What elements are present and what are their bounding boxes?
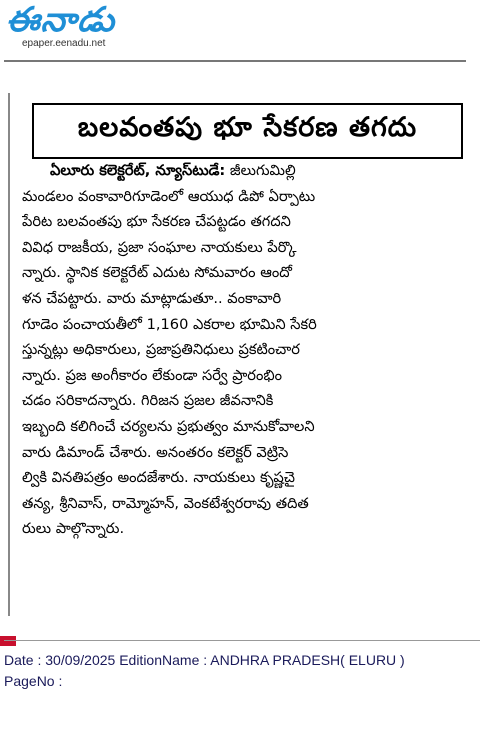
article-line: మండలం వంకావారిగూడెంలో ఆయుధ డిపో ఏర్పాటు bbox=[22, 187, 316, 205]
masthead bbox=[0, 0, 500, 66]
article-line: న్నారు. స్థానిక కలెక్టరేట్ ఎదుట సోమవారం ఆందో bbox=[22, 264, 292, 282]
article-dateline: ఏలూరు కలెక్టరేట్, న్యూస్‌టుడే: bbox=[50, 162, 226, 179]
edition-info bbox=[4, 650, 405, 692]
article-body bbox=[50, 158, 466, 184]
article-line: చడం సరికాదన్నారు. గిరిజన ప్రజల జీవనానికి bbox=[22, 392, 274, 410]
article-line: వివిధ రాజకీయ, ప్రజా సంఘాల నాయకులు పేర్కొ bbox=[22, 238, 297, 256]
article-line: ళన చేపట్టారు. వారు మాట్లాడుతూ.. వంకావారి bbox=[22, 289, 282, 307]
footer-divider bbox=[4, 640, 480, 641]
article-line: రులు పాల్గొన్నారు. bbox=[22, 520, 125, 538]
article-line: వారు డిమాండ్ చేశారు. అనంతరం కలెక్టర్ వెట్రిసె bbox=[22, 443, 289, 461]
article-headline: బలవంతపు భూ సేకరణ తగదు bbox=[32, 103, 463, 159]
article-body-continued bbox=[22, 184, 470, 542]
article-line-text: జీలుగుమిల్లి bbox=[229, 162, 296, 179]
article-line: తన్య, శ్రీనివాస్, రామ్మోహన్, వెంకటేశ్వరరావు తదిత bbox=[22, 494, 309, 512]
page-marker bbox=[0, 636, 16, 646]
article-line: న్నారు. ప్రజ అంగీకారం లేకుండా సర్వే ప్రారంభిం bbox=[22, 366, 283, 384]
article-line bbox=[50, 158, 466, 184]
eenadu-logo: ఈనాడు bbox=[6, 0, 116, 40]
article-line: స్తున్నట్లు అధికారులు, ప్రజాప్రతినిధులు ప్రకటించార bbox=[22, 341, 300, 359]
epaper-url: epaper.eenadu.net bbox=[22, 38, 106, 49]
article-line: ల్వికి వినతిపత్రం అందజేశారు. నాయకులు కృష్ణచై bbox=[22, 469, 295, 487]
edition-date-line: Date : 30/09/2025 EditionName : ANDHRA PRADESH( ELURU ) bbox=[4, 652, 405, 668]
page-number-line: PageNo : bbox=[4, 673, 63, 689]
article-line: ఇబ్బంది కలిగించే చర్యలను ప్రభుత్వం మానుకోవాలని bbox=[22, 417, 315, 435]
article-line: గూడెం పంచాయతీలో 1,160 ఎకరాల భూమిని సేకరి bbox=[22, 315, 317, 333]
masthead-divider bbox=[4, 60, 466, 62]
article-line: పేరిట బలవంతపు భూ సేకరణ చేపట్టడం తగదని bbox=[22, 213, 291, 231]
